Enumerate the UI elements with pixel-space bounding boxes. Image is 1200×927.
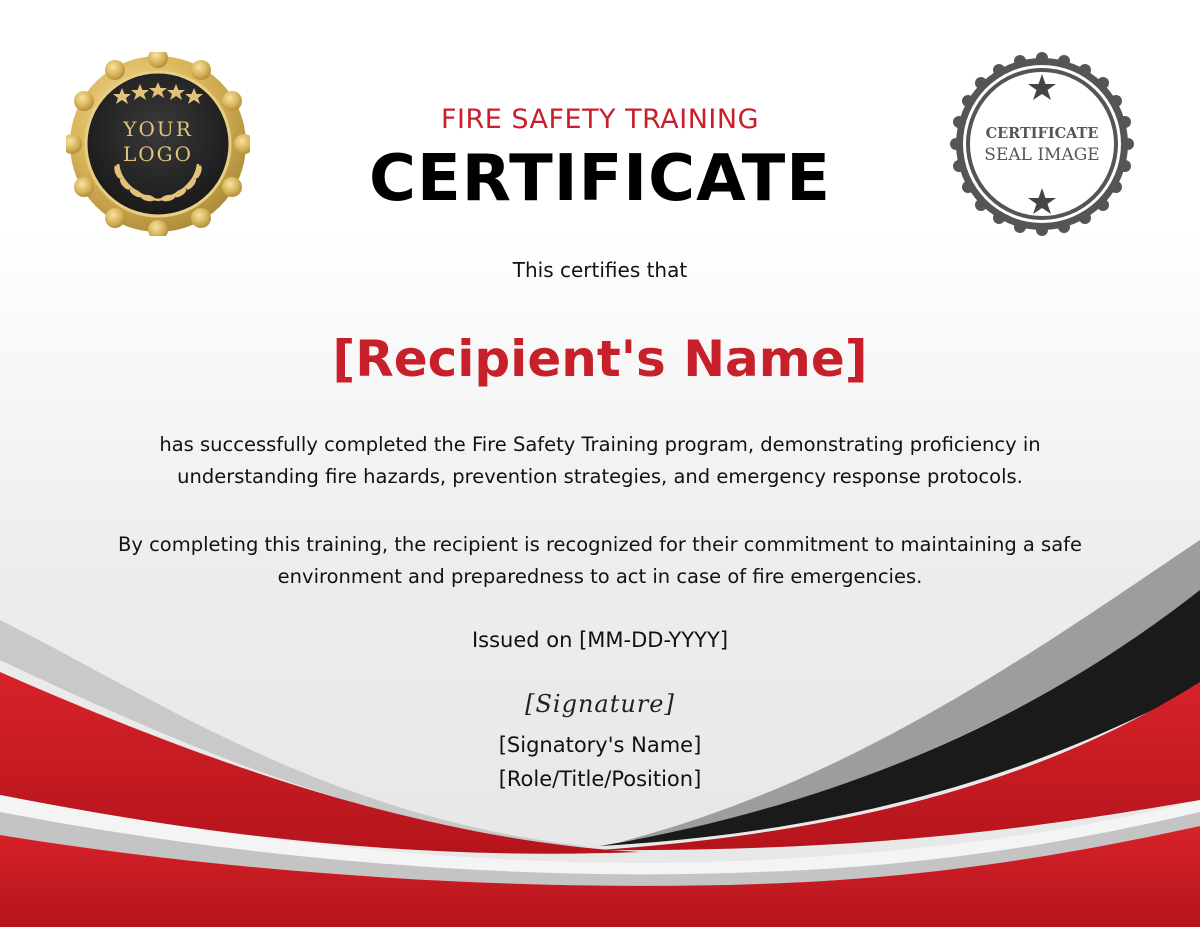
paragraph2-line1: By completing this training, the recipient is recognized for their commitment to maintaining a safe <box>117 533 1083 556</box>
issued-date: Issued on [MM-DD-YYYY] <box>471 628 729 652</box>
certificate-subtitle: FIRE SAFETY TRAINING <box>440 104 760 135</box>
description-paragraph-1 <box>0 429 1200 493</box>
signatory-role: [Role/Title/Position] <box>498 767 702 791</box>
signature: [Signature] <box>525 690 675 718</box>
description-paragraph-2 <box>0 529 1200 593</box>
signatory-name: [Signatory's Name] <box>498 733 702 757</box>
logo-text-line1: YOUR <box>123 117 193 141</box>
paragraph1-line1: has successfully completed the Fire Safety Training program, demonstrating proficiency in <box>159 433 1041 456</box>
paragraph1-line2: understanding fire hazards, prevention strategies, and emergency response protocols. <box>177 465 1023 488</box>
seal-text-line1: CERTIFICATE <box>985 125 1099 142</box>
certificate-title: CERTIFICATE <box>369 142 831 216</box>
seal-text-line2: SEAL IMAGE <box>984 145 1100 165</box>
logo-text-line2: LOGO <box>122 142 194 166</box>
certifies-text: This certifies that <box>512 258 688 282</box>
paragraph2-line2: environment and preparedness to act in case of fire emergencies. <box>277 565 923 588</box>
recipient-name: [Recipient's Name] <box>332 330 868 388</box>
